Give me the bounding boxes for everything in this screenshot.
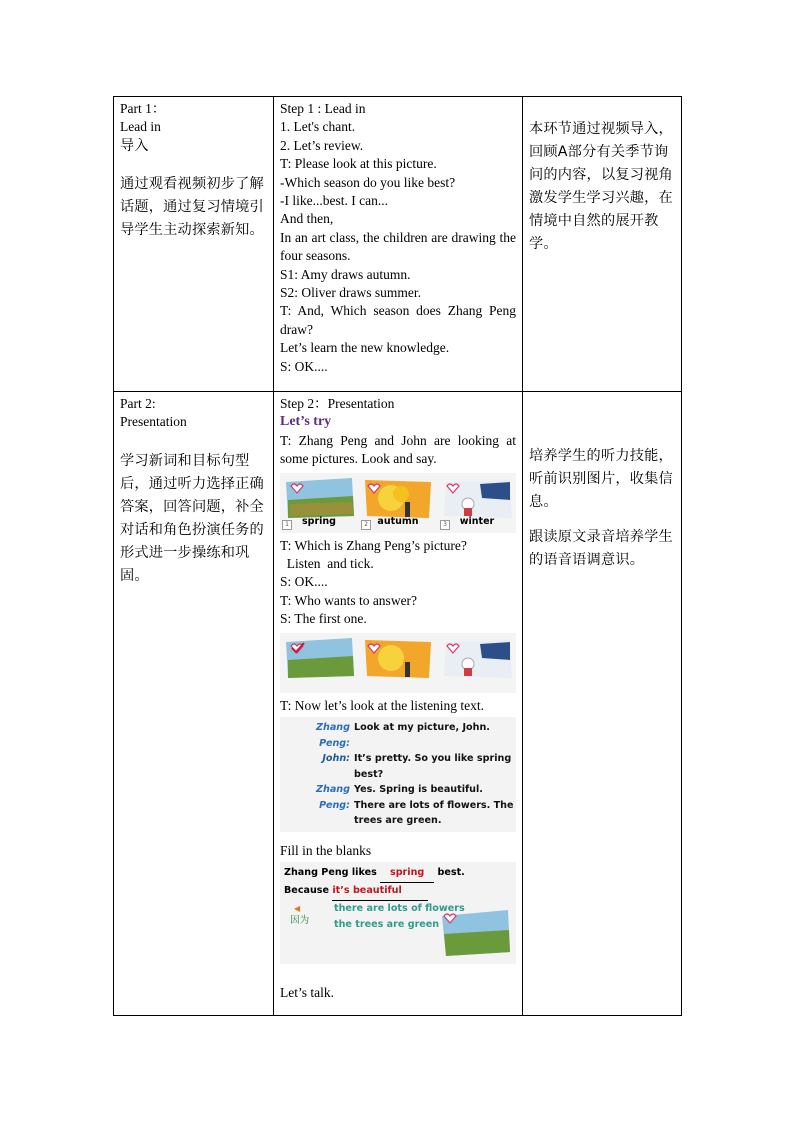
part2-description: 学习新词和目标句型后，通过听力选择正确答案，回答问题，补全对话和角色扮演任务的形式进一步操练和巩固。 (120, 452, 264, 584)
picture-number: 1 (282, 520, 292, 530)
dialog-speaker: Zhang Peng: (316, 784, 350, 811)
autumn-answer-image (361, 636, 435, 680)
winter-picture (440, 476, 514, 530)
dialog-row (282, 782, 514, 829)
answer-pictures (280, 633, 516, 693)
autumn-picture-answer (361, 636, 435, 690)
fill-answer-reason: it’s beautiful (332, 882, 428, 901)
part1-steps-cell (274, 97, 523, 392)
step-line: 2. Let’s review. (280, 137, 364, 153)
picture-label: winter (459, 516, 495, 528)
fill-line-2 (284, 882, 428, 901)
spring-checked-image (282, 636, 356, 680)
dialog-text: Look at my picture, John. (354, 722, 490, 734)
part1-name-en: Lead in (120, 119, 161, 135)
step-line: T: Which is Zhang Peng’s picture? (280, 537, 467, 553)
spring-picture-checked (282, 636, 356, 690)
step-line: T: Please look at this picture. (280, 156, 437, 172)
fill-answer-spring: spring (380, 864, 434, 883)
dialog-row (282, 751, 514, 782)
winter-answer-image (440, 636, 514, 680)
step-line: S: OK.... (280, 574, 328, 590)
lets-talk-line: Let’s talk. (280, 984, 334, 1000)
part1-description: 通过观看视频初步了解话题，通过复习情境引导学生主动探索新知。 (120, 175, 264, 238)
part1-name-zh: 导入 (120, 137, 149, 154)
step-paragraph: T: Now let’s look at the listening text. (280, 697, 485, 713)
step-line: And then, (280, 211, 334, 227)
fill-blanks-exercise (280, 862, 516, 964)
part1-title: Part 1： (120, 101, 166, 116)
dialog-speaker: John: (322, 753, 350, 765)
listening-dialog (280, 717, 516, 832)
season-pictures (280, 473, 516, 533)
step-line: Let’s learn the new knowledge. (280, 340, 450, 356)
fill-line-1 (284, 864, 465, 883)
dialog-speaker: Zhang Peng: (316, 722, 350, 749)
fill-text: Because (284, 884, 330, 896)
speaker-icon: ◀ (294, 903, 301, 913)
spring-picture (282, 476, 356, 530)
dialog-text: It’s pretty. So you like spring best? (354, 753, 512, 780)
step-line: Step 1 : Lead in (280, 101, 366, 116)
step-paragraph: In an art class, the children are drawing the four seasons. (280, 229, 516, 264)
part2-title: Part 2: (120, 396, 156, 411)
part2-steps-cell (274, 392, 523, 1016)
fill-blanks-title: Fill in the blanks (280, 842, 372, 858)
step-line: -Which season do you like best? (280, 174, 456, 190)
step-line: S1: Amy draws autumn. (280, 266, 411, 282)
step-line: Listen and tick. (280, 556, 374, 572)
step-paragraph: T: Zhang Peng and John are looking at some pictures. Look and say. (280, 432, 516, 467)
part2-row (114, 392, 682, 1016)
picture-label: spring (302, 516, 336, 528)
part2-notes-reading: 跟读原文录音培养学生的语音语调意识。 (529, 529, 673, 568)
reason-1: there are lots of flowers (334, 902, 465, 914)
step-line: -I like...best. I can... (280, 193, 388, 209)
step2-title: Step 2：Presentation (280, 396, 395, 411)
step-line: T: Who wants to answer? (280, 592, 418, 608)
lesson-plan-table (113, 96, 682, 1016)
dialog-row (282, 720, 514, 751)
part2-stage-cell (114, 392, 274, 1016)
fill-text: best. (437, 866, 465, 878)
step-paragraph: T: And, Which season does Zhang Peng draw? (280, 303, 516, 337)
part2-name-en: Presentation (120, 414, 187, 430)
winter-picture-answer (440, 636, 514, 690)
autumn-picture (361, 476, 435, 530)
fill-text: Zhang Peng likes (284, 866, 377, 878)
spring-thumbnail-image (438, 908, 512, 958)
picture-number: 2 (361, 520, 371, 530)
part1-notes-cell (523, 97, 682, 392)
dialog-text: Yes. Spring is beautiful. There are lots of flowers. The trees are green. (354, 784, 514, 827)
part2-notes-listening: 培养学生的听力技能，听前识别图片，收集信息。 (529, 448, 673, 510)
part1-stage-cell (114, 97, 274, 392)
part1-notes: 本环节通过视频导入，回顾A部分有关季节询问的内容，以复习视角激发学生学习兴趣，在情境中自然的展开教学。 (529, 121, 673, 252)
part1-row (114, 97, 682, 392)
step-line: S2: Oliver draws summer. (280, 285, 421, 301)
because-cn-label: 因为 (290, 914, 310, 926)
part2-notes-cell (523, 392, 682, 1016)
step-line: S: The first one. (280, 611, 367, 627)
step-line: S: OK.... (280, 358, 328, 374)
reason-2: the trees are green (334, 918, 440, 930)
lets-try-heading: Let’s try (280, 414, 332, 430)
step-line: 1. Let's chant. (280, 119, 356, 135)
picture-number: 3 (440, 520, 450, 530)
picture-label: autumn (377, 516, 419, 528)
